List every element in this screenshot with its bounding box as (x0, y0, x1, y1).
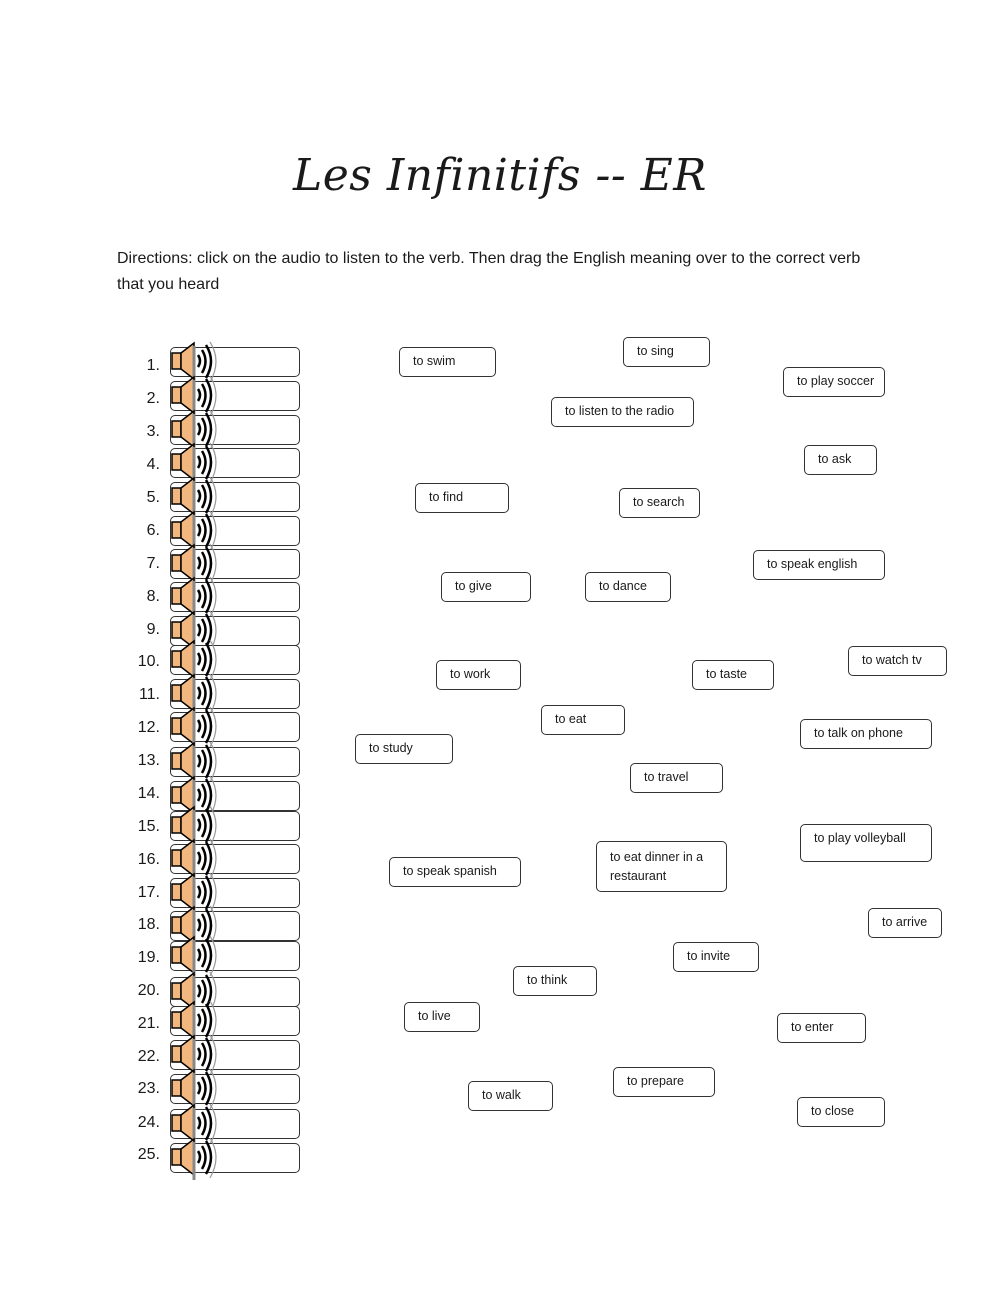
choice-chip[interactable]: to eat (541, 705, 625, 735)
choice-chip[interactable]: to speak english (753, 550, 885, 580)
item-number: 10. (137, 653, 160, 670)
choice-chip[interactable]: to think (513, 966, 597, 996)
choice-chip[interactable]: to work (436, 660, 521, 690)
item-number: 2. (146, 390, 160, 407)
speaker-icon[interactable] (168, 1136, 224, 1182)
choice-chip[interactable]: to arrive (868, 908, 942, 938)
item-number: 13. (137, 752, 160, 769)
item-number: 12. (137, 719, 160, 736)
choice-chip[interactable]: to search (619, 488, 700, 518)
choice-chip[interactable]: to watch tv (848, 646, 947, 676)
choice-chip[interactable]: to listen to the radio (551, 397, 694, 427)
choice-chip[interactable]: to dance (585, 572, 671, 602)
item-number: 5. (146, 489, 160, 506)
choice-chip[interactable]: to eat dinner in a restaurant (596, 841, 727, 892)
choice-chip[interactable]: to talk on phone (800, 719, 932, 749)
item-number: 9. (146, 621, 160, 638)
choice-chip[interactable]: to speak spanish (389, 857, 521, 887)
item-number: 17. (137, 884, 160, 901)
item-number: 8. (146, 588, 160, 605)
choice-chip[interactable]: to invite (673, 942, 759, 972)
directions-text: Directions: click on the audio to listen to the verb. Then drag the English meaning over to the correct verb that you heard (117, 250, 861, 293)
item-number: 16. (137, 851, 160, 868)
item-number: 18. (137, 916, 160, 933)
item-number: 11. (138, 686, 160, 703)
choice-chip[interactable]: to close (797, 1097, 885, 1127)
item-number: 7. (146, 555, 160, 572)
choice-chip[interactable]: to enter (777, 1013, 866, 1043)
choice-chip[interactable]: to play volleyball (800, 824, 932, 862)
choice-chip[interactable]: to give (441, 572, 531, 602)
item-number: 23. (137, 1080, 160, 1097)
item-number: 3. (146, 423, 160, 440)
item-number: 20. (137, 982, 160, 999)
choice-chip[interactable]: to study (355, 734, 453, 764)
item-number: 6. (146, 522, 160, 539)
choice-chip[interactable]: to ask (804, 445, 877, 475)
item-number: 21. (137, 1015, 160, 1032)
choice-chip[interactable]: to taste (692, 660, 774, 690)
choice-chip[interactable]: to live (404, 1002, 480, 1032)
choice-chip[interactable]: to sing (623, 337, 710, 367)
choice-chip[interactable]: to prepare (613, 1067, 715, 1097)
item-number: 22. (137, 1048, 160, 1065)
item-number: 25. (137, 1146, 160, 1163)
choice-chip[interactable]: to play soccer (783, 367, 885, 397)
item-number: 15. (137, 818, 160, 835)
choice-chip[interactable]: to swim (399, 347, 496, 377)
page-title: Les Infinitifs -- ER (293, 150, 707, 201)
item-number: 24. (137, 1114, 160, 1131)
item-number: 1. (146, 357, 160, 374)
item-number: 4. (146, 456, 160, 473)
choice-chip[interactable]: to walk (468, 1081, 553, 1111)
choice-chip[interactable]: to travel (630, 763, 723, 793)
item-number: 19. (137, 949, 160, 966)
item-number: 14. (137, 785, 160, 802)
choice-chip[interactable]: to find (415, 483, 509, 513)
